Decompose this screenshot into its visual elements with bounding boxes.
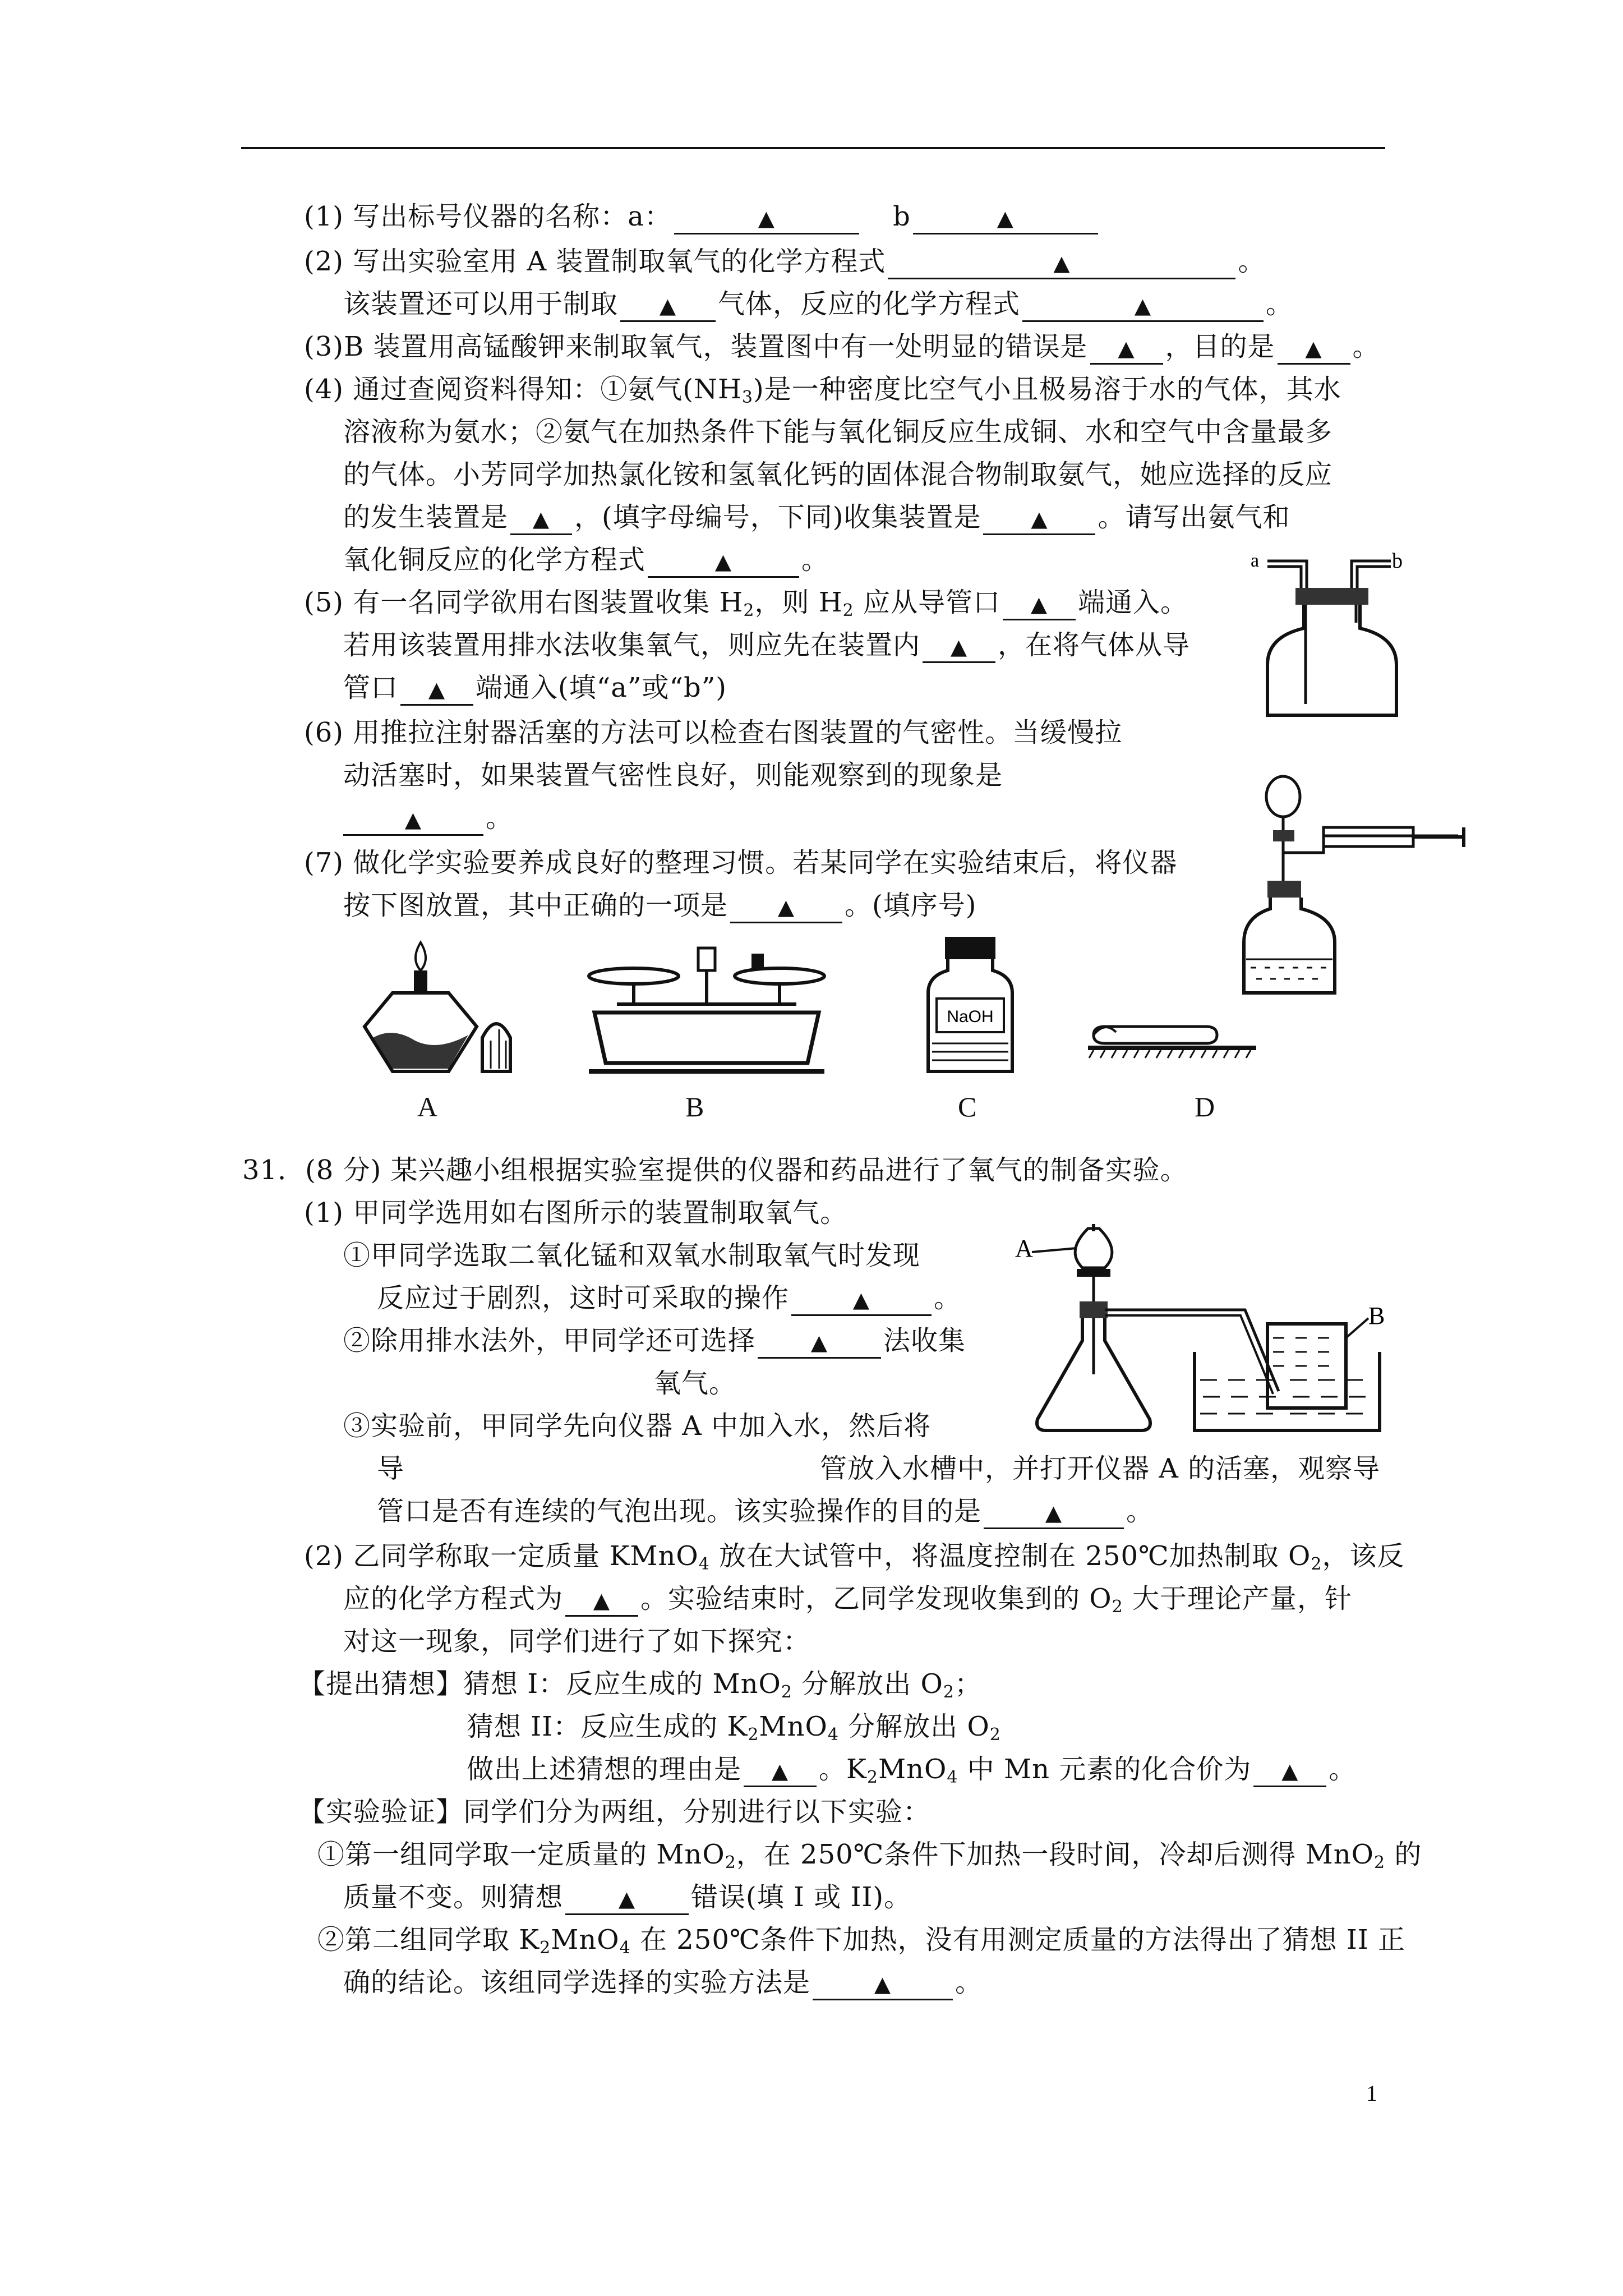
answer-blank[interactable]: ▲: [744, 1755, 817, 1787]
answer-blank[interactable]: ▲: [913, 202, 1098, 234]
q30-part3: (3)B 装置用高锰酸钾来制取氧气，装置图中有一处明显的错误是 ▲ ，目的是 ▲ 。: [304, 330, 1380, 365]
q30-part5-line3: 管口 ▲ 端通入(填“a”或“b”): [343, 671, 727, 706]
liquid-hatch: [1251, 968, 1326, 979]
port-a-label: a: [1251, 550, 1260, 571]
label-b: B: [1368, 1302, 1385, 1329]
flame-icon: [416, 942, 426, 970]
port-b-label: b: [1392, 549, 1403, 573]
water-trough: [1195, 1352, 1380, 1430]
q31-part1-item1-line2: 反应过于剧烈，这时可采取的操作 ▲ 。: [377, 1281, 961, 1316]
answer-blank[interactable]: ▲: [791, 1283, 932, 1316]
q30-part2: (2) 写出实验室用 A 装置制取氧气的化学方程式 ▲ 。: [304, 245, 1265, 279]
guess-1: 【提出猜想】猜想 I：反应生成的 MnO$_2$ 分解放出 $O_2$；: [298, 1668, 982, 1702]
header-rule: [241, 147, 1385, 149]
left-pan: [589, 968, 679, 984]
bottle-outline: [1267, 605, 1396, 715]
tube-a: [1267, 561, 1307, 589]
q31-part2-line3: 对这一现象，同学们进行了如下探究：: [343, 1626, 811, 1657]
syringe-check-figure: [1239, 774, 1475, 999]
answer-blank[interactable]: ▲: [1090, 332, 1163, 365]
q31-part1-item3-line3: 管口是否有连续的气泡出现。该实验操作的目的是 ▲ 。: [377, 1494, 1154, 1529]
q30-part4-line4: 的发生装置是 ▲ ，(填字母编号，下同)收集装置是 ▲ 。请写出氨气和: [343, 500, 1290, 535]
funnel-bulb: [1266, 776, 1300, 817]
reagent-label: NaOH: [947, 1007, 994, 1026]
answer-blank[interactable]: ▲: [888, 247, 1235, 279]
pointer-top: [698, 948, 715, 970]
answer-blank[interactable]: ▲: [648, 545, 799, 578]
flask-stopper: [1267, 881, 1301, 898]
answer-blank[interactable]: ▲: [1278, 332, 1350, 365]
separatory-funnel: [1075, 1228, 1112, 1268]
verify-2-line1: ②第二组同学取 $K_2MnO_4$ 在 250℃条件下加热，没有用测定质量的方法得出了猜想 II 正: [317, 1924, 1406, 1958]
verify-intro: 【实验验证】同学们分为两组，分别进行以下实验：: [298, 1796, 931, 1828]
q30-part6-line2: 动活塞时，如果装置气密性良好，则能观察到的现象是: [343, 760, 1003, 791]
answer-blank[interactable]: ▲: [565, 1883, 689, 1915]
q30-part5-line2: 若用该装置用排水法收集氧气，则应先在装置内 ▲ ，在将气体从导: [343, 628, 1190, 663]
answer-blank[interactable]: ▲: [620, 289, 716, 322]
tube-b: [1352, 561, 1391, 589]
balance-base: [594, 1013, 819, 1063]
answer-blank[interactable]: ▲: [674, 202, 859, 234]
gas-bottle-figure: [1245, 544, 1413, 724]
verify-2-line2: 确的结论。该组同学选择的实验方法是 ▲ 。: [343, 1966, 983, 2000]
answer-blank[interactable]: ▲: [984, 1497, 1124, 1529]
stopcock: [1273, 830, 1294, 841]
oxygen-collection-figure: [1009, 1217, 1391, 1442]
label-a: A: [1015, 1235, 1033, 1262]
q31-part1-item1-line1: ①甲同学选取二氧化锰和双氧水制取氧气时发现: [343, 1240, 921, 1271]
answer-blank[interactable]: ▲: [730, 891, 842, 923]
right-pan: [735, 968, 824, 984]
q31-part1-item3-line1: ③实验前，甲同学先向仪器 A 中加入水，然后将: [343, 1410, 932, 1442]
answer-blank[interactable]: ▲: [510, 503, 572, 535]
q30-part4-line2: 溶液称为氨水；②氨气在加热条件下能与氧化铜反应生成铜、水和空气中含量最多: [343, 416, 1333, 448]
answer-blank[interactable]: ▲: [400, 673, 473, 706]
table-hatch: [1089, 1050, 1251, 1058]
q30-part5-line1: (5) 有一名同学欲用右图装置收集 $H_2$，则 $H_2$ 应从导管口 ▲ 端通入。: [304, 587, 1188, 620]
q31-heading: 31．(8 分) 某兴趣小组根据实验室提供的仪器和药品进行了氧气的制备实验。: [242, 1154, 1188, 1186]
answer-blank[interactable]: ▲: [923, 631, 995, 663]
answer-blank[interactable]: ▲: [1003, 588, 1076, 620]
q30-part6-line3: ▲ 。: [343, 801, 513, 836]
q30-part6-line1: (6) 用推拉注射器活塞的方法可以检查右图装置的气密性。当缓慢拉: [304, 717, 1123, 748]
answer-blank[interactable]: ▲: [565, 1584, 638, 1617]
verify-1-line1: ①第一组同学取一定质量的 MnO$_2$，在 250℃条件下加热一段时间，冷却后测得 MnO$_2$ 的: [317, 1839, 1422, 1872]
test-tube-figure: [1088, 1010, 1256, 1071]
answer-blank[interactable]: ▲: [758, 1326, 881, 1359]
option-label-b: B: [685, 1091, 704, 1122]
balance-figure: [583, 942, 830, 1077]
stopper: [1295, 588, 1368, 605]
page-number: 1: [1366, 2081, 1377, 2106]
verify-1-line2: 质量不变。则猜想 ▲ 错误(填 I 或 II)。: [343, 1880, 911, 1915]
answer-blank[interactable]: ▲: [1253, 1755, 1326, 1787]
reagent-bottle-figure: [920, 931, 1021, 1077]
answer-blank[interactable]: ▲: [343, 803, 483, 836]
option-label-a: A: [417, 1091, 438, 1122]
q30-part4-line5: 氧化铜反应的化学方程式 ▲ 。: [343, 543, 829, 578]
flask-stopper: [1080, 1301, 1108, 1318]
option-label-d: D: [1195, 1091, 1215, 1122]
q31-part1-item2-line2: 氧气。: [654, 1368, 737, 1399]
wick-holder: [414, 970, 427, 993]
answer-blank[interactable]: ▲: [813, 1968, 953, 2000]
guess-reason: 做出上述猜想的理由是 ▲ 。$K_2MnO_4$ 中 Mn 元素的化合价为 ▲ 。: [467, 1754, 1357, 1787]
reagent-hatch: [932, 1043, 1008, 1060]
q30-part7-line2: 按下图放置，其中正确的一项是 ▲ 。(填序号): [343, 889, 976, 923]
q30-part7-line1: (7) 做化学实验要养成良好的整理习惯。若某同学在实验结束后，将仪器: [304, 847, 1178, 878]
answer-blank[interactable]: ▲: [1022, 289, 1264, 322]
q30-part2-b: 该装置还可以用于制取 ▲ 气体，反应的化学方程式 ▲ 。: [343, 287, 1293, 322]
q31-part1: (1) 甲同学选用如右图所示的装置制取氧气。: [304, 1197, 848, 1228]
q31-part2-line1: (2) 乙同学称取一定质量 KMnO$_4$ 放在大试管中，将温度控制在 250℃加热制取 $O_2$，该反: [304, 1540, 1405, 1574]
alcohol-lamp-figure: [359, 931, 538, 1077]
q31-part1-item2-line1: ②除用排水法外，甲同学还可选择 ▲ 法收集: [343, 1324, 966, 1359]
q30-part1: (1) 写出标号仪器的名称：a： ▲ b ▲: [304, 200, 1100, 234]
q31-part1-item3-line2a: 导: [377, 1453, 405, 1484]
bottle-cap: [945, 937, 995, 959]
q31-part2-line2: 应的化学方程式为 ▲ 。实验结束时，乙同学发现收集到的 $O_2$ 大于理论产量，针: [343, 1583, 1352, 1617]
q30-part4-line1: (4) 通过查阅资料得知：①氨气$(NH_3)$是一种密度比空气小且极易溶于水的气体，其水: [304, 374, 1341, 407]
q30-part4-line3: 的气体。小芳同学加热氯化铵和氢氧化钙的固体混合物制取氨气，她应选择的反应: [343, 459, 1333, 490]
answer-blank[interactable]: ▲: [983, 503, 1095, 535]
weight: [751, 954, 764, 970]
option-label-c: C: [958, 1091, 977, 1122]
funnel-stopcock: [1077, 1269, 1110, 1277]
q31-part1-item3-line2b: 管放入水槽中，并打开仪器 A 的活塞，观察导: [820, 1453, 1381, 1484]
guess-2: 猜想 II：反应生成的 $K_2MnO_4$ 分解放出 $O_2$: [467, 1711, 1001, 1745]
